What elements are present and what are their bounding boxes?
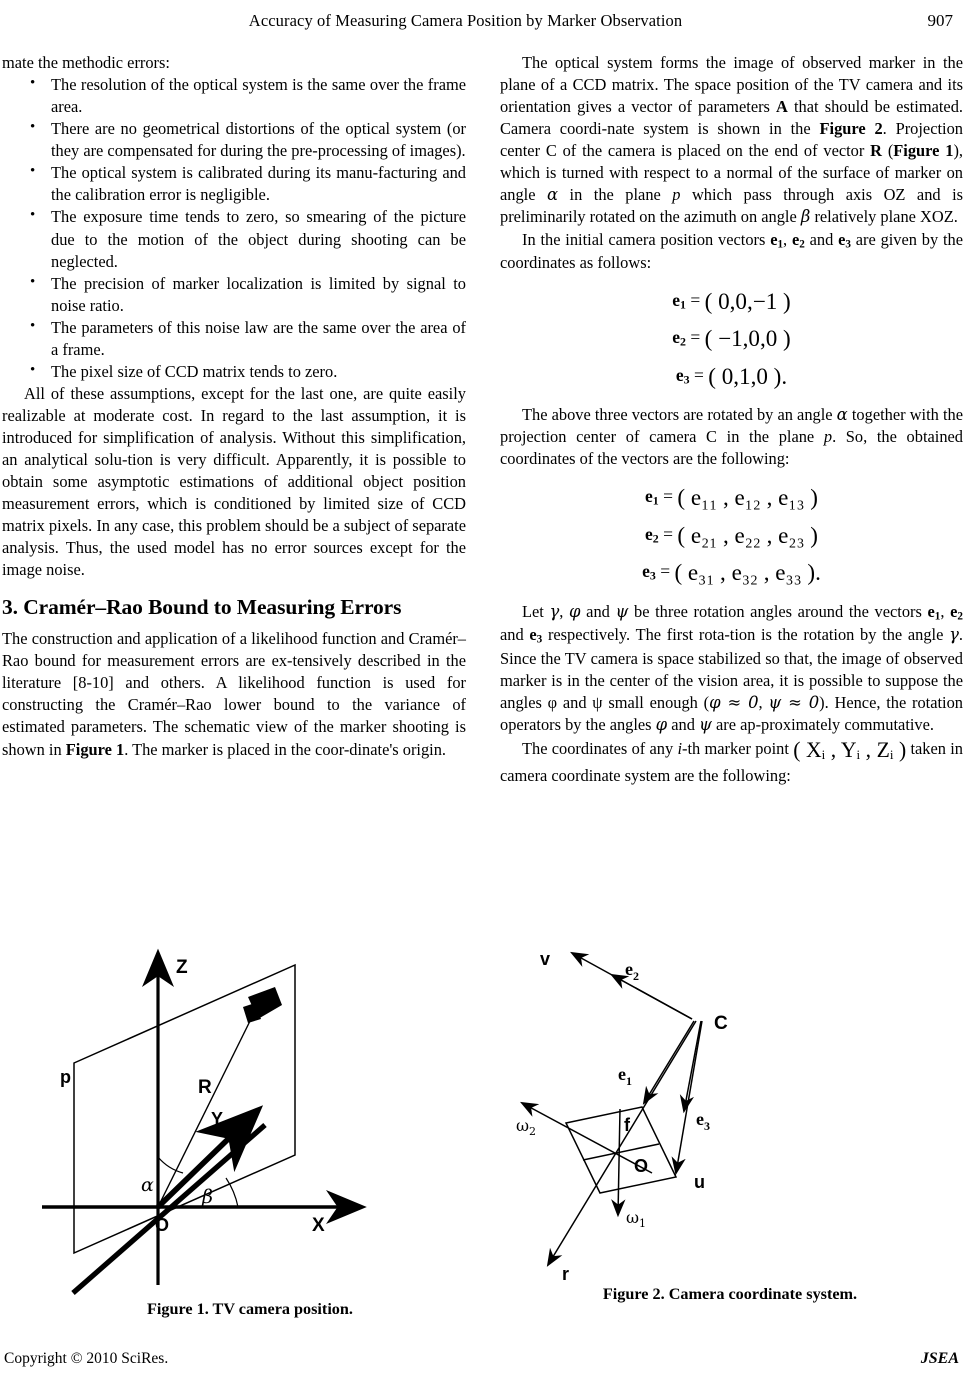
figure2-label-f: f (624, 1115, 630, 1135)
equation-rhs: ( e₂₁ , e₂₂ , e₂₃ ) (677, 521, 818, 548)
phi-symbol: φ (569, 601, 581, 621)
text-run: taken in camera coordinate system are the following: (500, 738, 963, 785)
vector-A-symbol: A (776, 97, 788, 117)
article-body (0, 52, 969, 942)
vector-e1-arrow (644, 1021, 694, 1103)
text-run: in the plane (558, 185, 673, 205)
equation-block-rotated-vectors (500, 479, 963, 591)
vector-subscript: 1 (652, 493, 659, 508)
figure2-label-e2: $e_2$ (625, 959, 639, 983)
figure2-label-v: v (540, 949, 551, 969)
text-run: The above three vectors are rotated by an angle (522, 405, 837, 425)
plane-p-symbol: p (823, 427, 833, 447)
equation-line: $e_3$ = ( e₃₁ , e₃₂ , e₃₃ ). (642, 559, 821, 586)
text-run: which pass through axis OZ and is preliminarily rotated on the azimuth on angle (500, 185, 963, 227)
equation-lhs (645, 486, 659, 506)
figure1-label-vector-r: R (198, 1077, 212, 1098)
vector-symbol: e (791, 229, 800, 249)
figure1-label-z: Z (176, 957, 188, 978)
equation-line: $e_2$ = ( e₂₁ , e₂₂ , e₂₃ ) (645, 521, 818, 548)
equation-rhs: ( e₁₁ , e₁₂ , e₁₃ ) (677, 484, 818, 511)
figure2-label-e3: $e_3$ (696, 1109, 710, 1133)
vector-R-symbol: R (870, 141, 882, 161)
copyright-notice: Copyright © 2010 SciRes. (4, 1350, 169, 1367)
alpha-symbol: α (546, 185, 559, 205)
text-run: , (758, 692, 769, 712)
paragraph-rotation-angles (500, 601, 963, 736)
figure2-reference: Figure 2 (819, 119, 883, 139)
left-column (0, 52, 469, 942)
figure1-label-x: X (312, 1215, 325, 1236)
vector-e2-inline: $e_2$ (791, 229, 805, 250)
figure-2-caption: Figure 2. Camera coordinate system. (602, 1285, 858, 1303)
list-item: • The pixel size of CCD matrix tends to zero. (2, 361, 466, 383)
text-run: are given by the coordinates as follows: (500, 229, 963, 272)
text-run: together with the projection center of camera C in the plane (500, 405, 963, 447)
gamma-symbol: γ (949, 625, 959, 645)
equation-rhs: ( −1,0,0 ) (704, 325, 791, 352)
paragraph-optical-system (500, 52, 963, 229)
figure2-label-e1: $e_1$ (618, 1064, 632, 1088)
paragraph-section3-part1: The construction and application of a likelihood function and Cramér–Rao bound for measurement errors are ex-tensively described in the literature [8-10] and others. A likelihood function is used for constructing the Cramér–Rao lower bound to the variance of estimated parameters. The schematic view of the marker shooting is shown in (2, 629, 466, 759)
figure-1-caption: Figure 1. TV camera position. (147, 1300, 353, 1318)
psi-symbol: ψ (615, 601, 629, 621)
marker-plane-quadrilateral (566, 1107, 676, 1193)
figure-1 (30, 935, 470, 1318)
equation-rhs: ( e₃₁ , e₃₂ , e₃₃ ). (674, 559, 821, 586)
page-title: 3. Cramér–Rao Bound to Measuring Errors (2, 594, 402, 619)
text-run: be three rotation angles around the vectors (628, 601, 928, 621)
page-header (0, 8, 969, 34)
text-run: relatively plane XOZ. (810, 207, 958, 227)
list-item: • The precision of marker localization is limited by signal to noise ratio. (2, 273, 466, 317)
figure2-label-omega1: $\omega_1$ (626, 1208, 647, 1230)
equation-lhs (642, 561, 656, 581)
equation-lhs (676, 365, 690, 385)
vector-symbol: e (642, 561, 650, 582)
paragraph-section3 (2, 628, 466, 760)
figure1-label-plane-p: p (60, 1067, 71, 1087)
list-item: • The exposure time tends to zero, so smearing of the picture due to the motion of the object during shooting can be neglected. (2, 206, 466, 272)
vector-subscript: 2 (680, 334, 686, 349)
vector-symbol: e (675, 364, 684, 385)
text-run: , (559, 601, 570, 621)
vector-e3-inline: $e_3$ (529, 625, 543, 646)
vector-e2-inline: $e_2$ (950, 601, 963, 623)
marker-coordinates-tuple: ( Xᵢ , Yᵢ , Zᵢ ) (793, 737, 907, 762)
figure1-label-origin: O (155, 1215, 170, 1235)
journal-abbreviation: JSEA (920, 1350, 959, 1367)
plane-p-symbol: p (672, 185, 681, 205)
equation-lhs (645, 524, 659, 544)
equation-rhs: ( 0,0,−1 ) (704, 288, 791, 315)
text-run: , (940, 601, 951, 621)
vector-symbol: e (645, 523, 653, 544)
equation-line: $e_2$ = ( −1,0,0 ) (672, 325, 791, 352)
text-run: respectively. The first rota-tion is the rotation by the angle (542, 625, 950, 645)
gamma-symbol: γ (549, 601, 560, 621)
text-run: , (783, 229, 792, 249)
page-footer (0, 1350, 969, 1368)
text-run: . Projection center C of the camera is placed on the end of vector (500, 119, 963, 161)
paragraph-assumptions: All of these assumptions, except for the last one, are quite easily realizable at moderate cost. In regard to the last assumption, it is introduced for simplification of analysis. Without this simplification, an analytical solu-tion is very difficult. Apparently, it is possible to obtain some asymptotic estimations of additional object position measurement errors, which is conditioned by limited size of CCD matrix pixels. In any case, this problem should be a subject of separate analysis. Thus, the used model has no error sources except for the image noise. (2, 383, 466, 580)
vector-e3-inline: $e_3$ (838, 229, 851, 250)
figures-row (0, 935, 969, 1330)
figure2-label-u: u (694, 1172, 705, 1192)
text-run: The coordinates of any (522, 738, 678, 758)
text-run: In the initial camera position vectors (522, 229, 771, 249)
figure-2 (500, 935, 960, 1303)
list-item: • The parameters of this noise law are the same over the area of a frame. (2, 317, 466, 361)
figure1-label-vector-y: Y (211, 1109, 224, 1129)
paragraph-marker-coordinates (500, 736, 963, 787)
vector-subscript: 3 (649, 568, 656, 583)
vector-symbol: e (770, 229, 778, 249)
text-run: ). Hence, the rotation operators by the angles (500, 692, 963, 734)
text-run: ( (882, 141, 894, 161)
running-title: Accuracy of Measuring Camera Position by Marker Observation (248, 11, 683, 30)
list-item: • The resolution of the optical system is the same over the frame area. (2, 74, 466, 118)
vector-subscript: 1 (680, 297, 686, 312)
vector-subscript: 2 (652, 531, 659, 546)
text-run: that should be estimated. Camera coordi-nate system is shown in the (500, 97, 964, 139)
text-run: and (667, 714, 700, 734)
column-gutter (469, 52, 500, 942)
right-column (500, 52, 969, 942)
equation-block-initial-vectors (500, 283, 963, 395)
figure2-label-omega2: $\omega_2$ (516, 1116, 537, 1138)
paragraph-initial-vectors (500, 229, 963, 275)
text-run: Let (522, 601, 550, 621)
phi-symbol: φ (655, 714, 668, 734)
figure1-reference: Figure 1 (893, 141, 954, 161)
text-run: The optical system forms the image of observed marker in the plane of a CCD matrix. The space position of the TV camera and its orientation gives a vector of parameters (500, 53, 963, 117)
text-run: are ap-proximately commutative. (711, 714, 934, 734)
vector-e1-inline: $e_1$ (927, 601, 941, 623)
lead-fragment: mate the methodic errors: (2, 53, 170, 72)
figure2-label-r: r (562, 1264, 570, 1284)
text-run: and (804, 229, 839, 249)
figure-1-drawing (30, 935, 470, 1295)
text-run: . Since the TV camera is space stabilized so that, the image of observed marker is in the center of the vision area, it is possible to suppose the angles φ and ψ small enough ( (500, 625, 963, 712)
text-run: . So, the obtained coordinates of the vectors are the following: (500, 427, 963, 469)
y-axis-line (73, 1125, 265, 1293)
phi-approx-zero: φ ≈ 0 (709, 692, 759, 712)
vector-e1-inline: $e_1$ (770, 229, 784, 250)
assumption-list (2, 74, 466, 383)
figure1-label-beta: β (202, 1186, 213, 1208)
psi-approx-zero: ψ ≈ 0 (768, 692, 820, 712)
index-i-symbol: i (677, 738, 683, 758)
text-run: and (580, 601, 616, 621)
figure1-reference: Figure 1 (65, 739, 125, 759)
equation-line: $e_1$ = ( e₁₁ , e₁₂ , e₁₃ ) (645, 484, 818, 511)
text-run: ), which is turned with respect to a normal of the surface of marker on angle (500, 141, 963, 205)
vector-e2-arrow (612, 975, 692, 1019)
equation-lhs (672, 327, 686, 347)
figure2-label-origin: O (634, 1156, 649, 1176)
vector-symbol: e (529, 625, 537, 645)
axis-omega1-line (618, 1109, 620, 1215)
axis-r-line (548, 1021, 696, 1265)
vector-symbol: e (645, 486, 653, 507)
figure2-label-c: C (714, 1013, 728, 1034)
vector-symbol: e (672, 289, 681, 310)
figure-2-drawing (500, 935, 960, 1285)
text-run: and (500, 625, 530, 645)
list-item: • The optical system is calibrated during its manu-facturing and the calibration error is negligible. (2, 162, 466, 206)
beta-symbol: β (800, 207, 811, 227)
psi-symbol: ψ (699, 714, 712, 734)
vector-symbol: e (672, 327, 681, 348)
equation-line: $e_3$ = ( 0,1,0 ). (675, 362, 788, 389)
vector-symbol: e (927, 601, 935, 621)
text-run: -th marker point (682, 738, 794, 758)
vector-subscript: 3 (683, 372, 690, 387)
axis-omega2-line (522, 1103, 652, 1173)
alpha-symbol: α (836, 405, 848, 425)
equation-line: $e_1$ = ( 0,0,−1 ) (672, 288, 791, 315)
vector-symbol: e (838, 229, 846, 249)
page-number: 907 (927, 11, 953, 30)
list-item: • There are no geometrical distortions of the optical system (or they are compensated for during the pre-processing of images). (2, 118, 466, 162)
vector-symbol: e (950, 601, 958, 621)
paragraph-section3-part2: . The marker is placed in the coor-dinate's origin. (124, 739, 447, 759)
equation-rhs: ( 0,1,0 ). (708, 362, 788, 389)
paragraph-rotation (500, 404, 963, 470)
figure1-label-alpha: α (141, 1174, 154, 1196)
equation-lhs (672, 290, 686, 310)
